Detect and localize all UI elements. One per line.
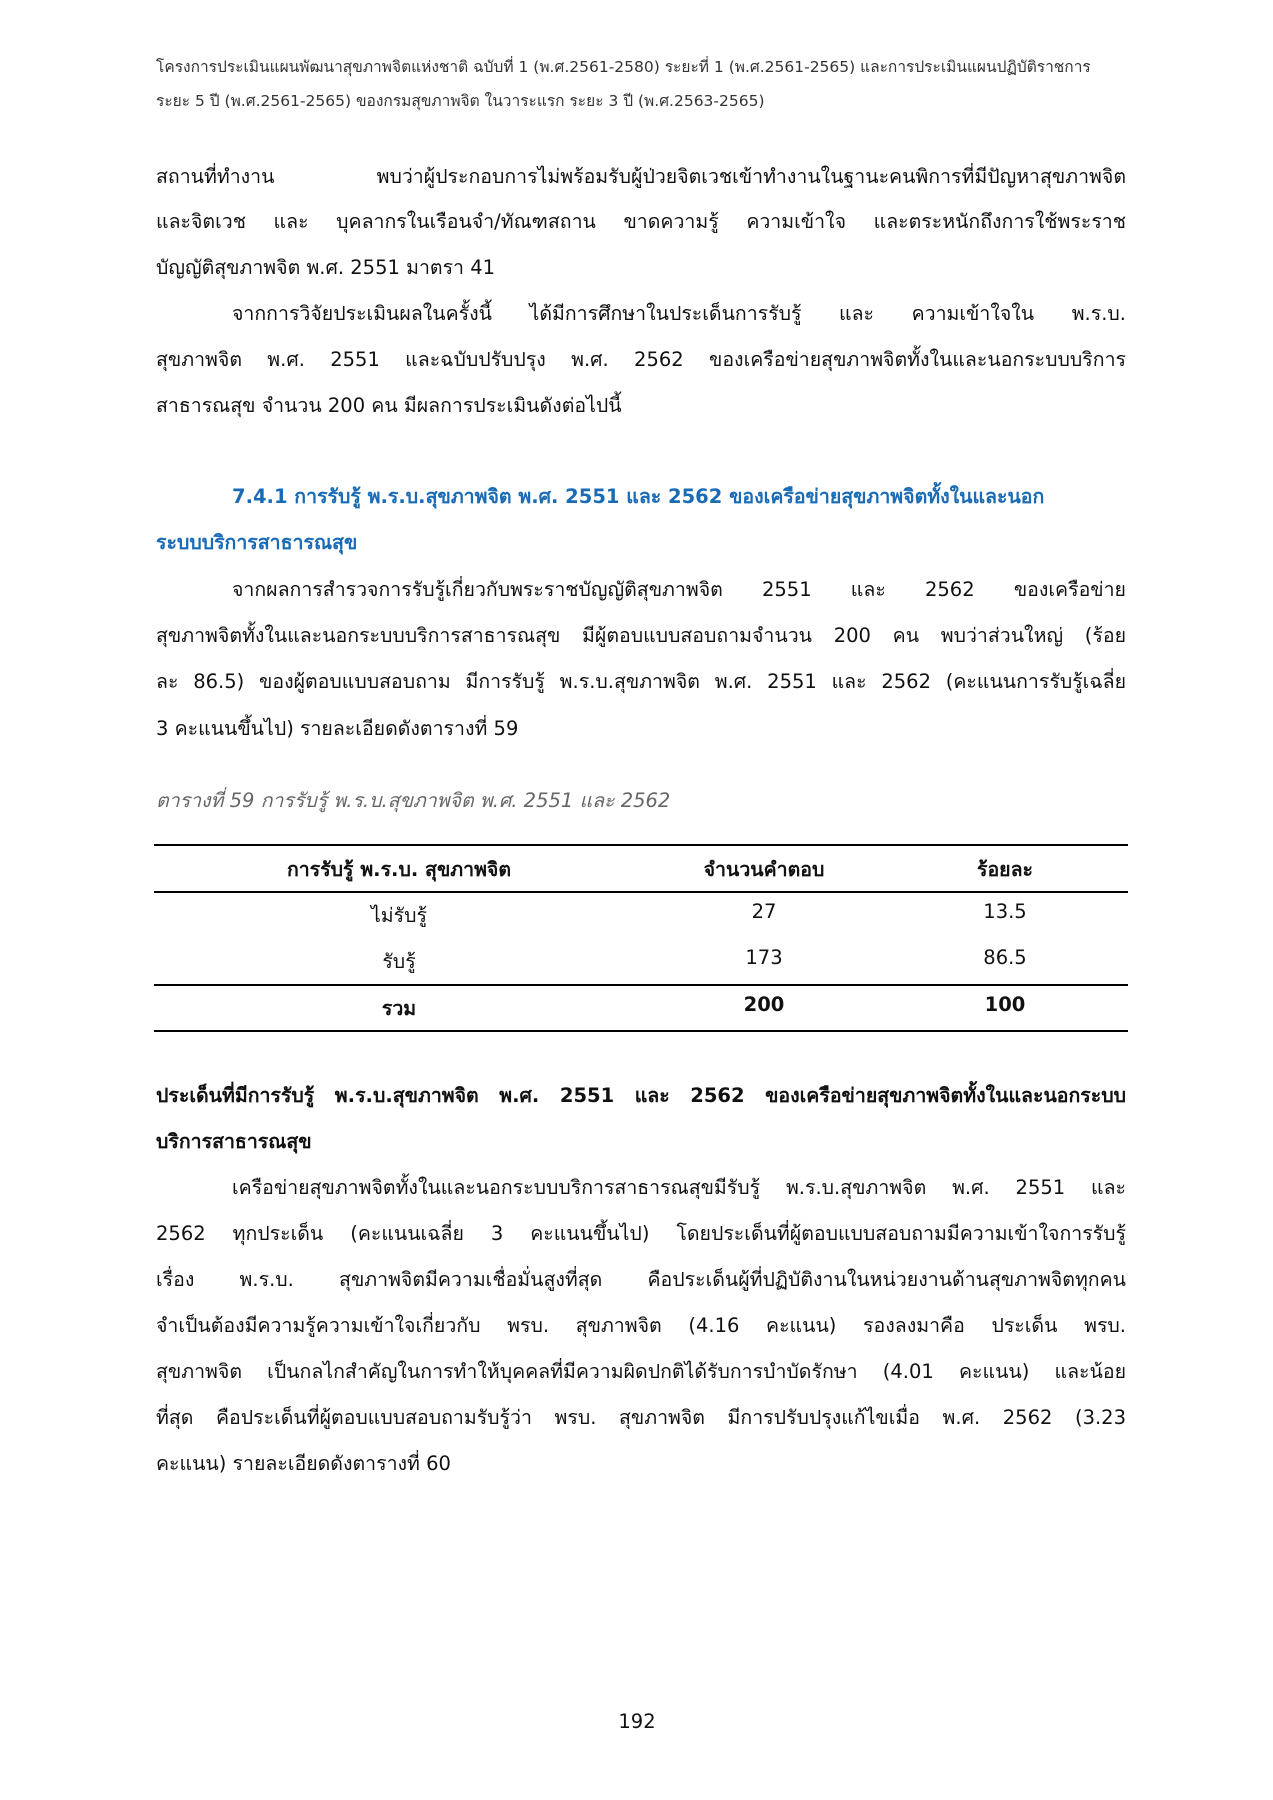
text-line: 3 คะแนนขึ้นไป) รายละเอียดดังตารางที่ 59 [156,717,519,740]
text-line: บัญญัติสุขภาพจิต พ.ศ. 2551 มาตรา 41 [156,256,496,279]
table-cell: ไม่รับรู้ [371,904,427,927]
table-cell: รับรู้ [382,950,416,973]
text-line: จากการวิจัยประเมินผลในครั้งนี้ ได้มีการศึกษาในประเด็นการรับรู้ และ ความเข้าใจใน พ.ร.บ. [232,302,1126,325]
text-line: สุขภาพจิต เป็นกลไกสำคัญในการทำให้บุคคลที่มีความผิดปกติได้รับการบำบัดรักษา (4.01 คะแนน) และน้อย [156,1360,1126,1383]
table-top-rule [154,844,1128,846]
text-line: จากผลการสำรวจการรับรู้เกี่ยวกับพระราชบัญญัติสุขภาพจิต 2551 และ 2562 ของเครือข่าย [232,578,1126,601]
table-cell: 27 [751,900,777,923]
text-line: สุขภาพจิตทั้งในและนอกระบบบริการสาธารณสุข มีผู้ตอบแบบสอบถามจำนวน 200 คน พบว่าส่วนใหญ่ (ร้อย [156,624,1126,647]
text-line: จำเป็นต้องมีความรู้ความเข้าใจเกี่ยวกับ พรบ. สุขภาพจิต (4.16 คะแนน) รองลงมาคือ ประเด็น พรบ. [156,1314,1126,1337]
column-header: จำนวนคำตอบ [703,858,825,881]
table-cell: 86.5 [983,946,1027,969]
table-cell: รวม [381,997,417,1020]
text-line: สถานที่ทำงาน พบว่าผู้ประกอบการไม่พร้อมรับผู้ป่วยจิตเวชเข้าทำงานในฐานะคนพิการที่มีปัญหาสุขภาพจิต [156,165,1126,188]
text-line: สุขภาพจิต พ.ศ. 2551 และฉบับปรับปรุง พ.ศ. 2562 ของเครือข่ายสุขภาพจิตทั้งในและนอกระบบบริการ [156,348,1126,371]
text-line: ละ 86.5) ของผู้ตอบแบบสอบถาม มีการรับรู้ พ.ร.บ.สุขภาพจิต พ.ศ. 2551 และ 2562 (คะแนนการรับรู้เฉลี่ย [156,670,1126,693]
text-line: และจิตเวช และ บุคลากรในเรือนจำ/ทัณฑสถาน ขาดความรู้ ความเข้าใจ และตระหนักถึงการใช้พระราช [156,210,1126,233]
text-line: คะแนน) รายละเอียดดังตารางที่ 60 [156,1452,451,1475]
header-line: โครงการประเมินแผนพัฒนาสุขภาพจิตแห่งชาติ ฉบับที่ 1 (พ.ศ.2561-2580) ระยะที่ 1 (พ.ศ.2561-2565) และการประเมินแผนปฏิบัติราชการ [156,58,1091,76]
header-line: ระยะ 5 ปี (พ.ศ.2561-2565) ของกรมสุขภาพจิต ในวาระแรก ระยะ 3 ปี (พ.ศ.2563-2565) [156,92,765,110]
heading-line: 7.4.1 การรับรู้ พ.ร.บ.สุขภาพจิต พ.ศ. 2551 และ 2562 ของเครือข่ายสุขภาพจิตทั้งในและนอก [232,485,1045,508]
table-cell: 200 [743,993,785,1016]
total-rule [154,984,1128,986]
column-header: ร้อยละ [976,858,1034,881]
heading-line: บริการสาธารณสุข [156,1130,312,1153]
header-rule [154,891,1128,893]
table-caption: ตารางที่ 59 การรับรู้ พ.ร.บ.สุขภาพจิต พ.ศ. 2551 และ 2562 [156,789,671,812]
heading-line: ประเด็นที่มีการรับรู้ พ.ร.บ.สุขภาพจิต พ.ศ. 2551 และ 2562 ของเครือข่ายสุขภาพจิตทั้งในและนอกระบบ [156,1084,1126,1107]
column-header: การรับรู้ พ.ร.บ. สุขภาพจิต [286,858,512,881]
heading-line: ระบบบริการสาธารณสุข [156,531,358,554]
table-bottom-rule [154,1030,1128,1032]
text-line: สาธารณสุข จำนวน 200 คน มีผลการประเมินดังต่อไปนี้ [156,394,622,417]
text-line: 2562 ทุกประเด็น (คะแนนเฉลี่ย 3 คะแนนขึ้นไป) โดยประเด็นที่ผู้ตอบแบบสอบถามมีความเข้าใจการรับรู้ [156,1222,1126,1245]
table-cell: 173 [745,946,783,969]
table-cell: 13.5 [983,900,1027,923]
text-line: เรื่อง พ.ร.บ. สุขภาพจิตมีความเชื่อมั่นสูงที่สุด คือประเด็นผู้ที่ปฏิบัติงานในหน่วยงานด้านสุขภาพจิตทุกคน [156,1268,1126,1291]
text-line: เครือข่ายสุขภาพจิตทั้งในและนอกระบบบริการสาธารณสุขมีรับรู้ พ.ร.บ.สุขภาพจิต พ.ศ. 2551 และ [232,1176,1126,1199]
table-cell: 100 [984,993,1026,1016]
page-number: 192 [618,1710,656,1733]
text-line: ที่สุด คือประเด็นที่ผู้ตอบแบบสอบถามรับรู้ว่า พรบ. สุขภาพจิต มีการปรับปรุงแก้ไขเมื่อ พ.ศ. 2562 (3.23 [156,1406,1126,1429]
